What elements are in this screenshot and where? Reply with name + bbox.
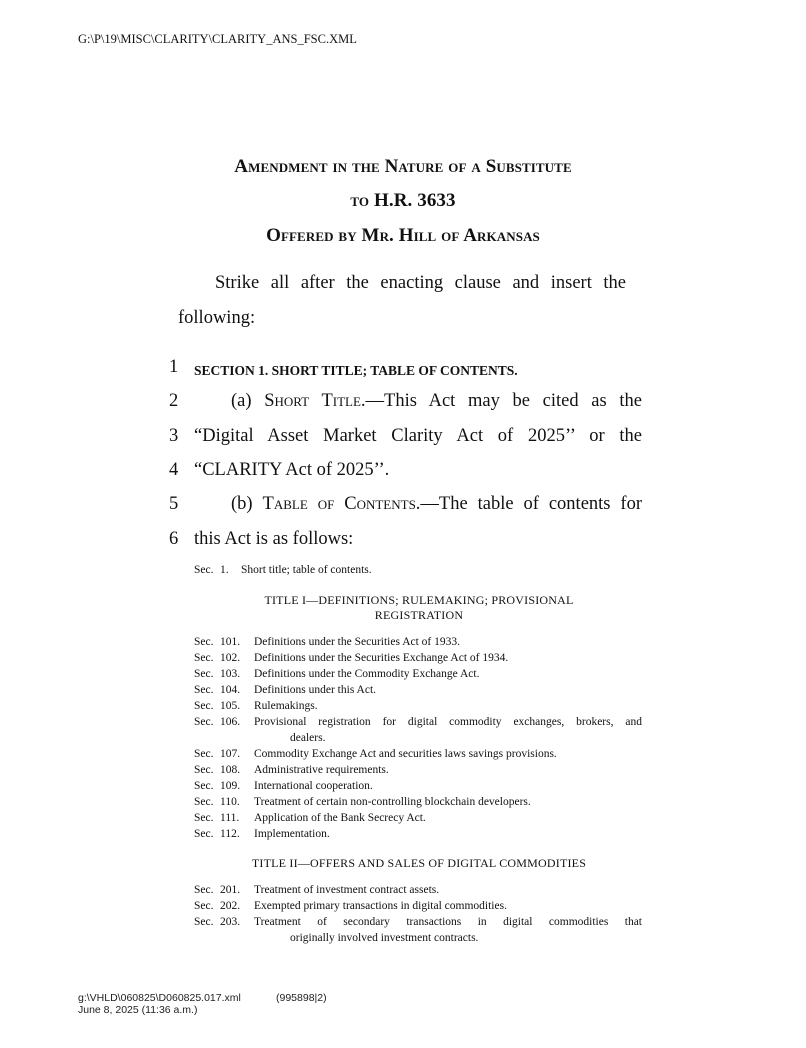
toc-entry: Sec. 112. Implementation. xyxy=(194,828,330,840)
line-number: 5 xyxy=(169,494,179,514)
page-footer xyxy=(78,992,327,1016)
line-text: this Act is as follows: xyxy=(194,529,354,549)
toc-title-i: TITLE I—DEFINITIONS; RULEMAKING; PROVISIONAL REGISTRATION xyxy=(264,593,574,622)
bill-line-3 xyxy=(0,426,806,450)
file-path-header: G:\P\19\MISC\CLARITY\CLARITY_ANS_FSC.XML xyxy=(78,32,357,46)
footer-doc-code: (995898|2) xyxy=(276,992,327,1004)
line-text: (b) Table of Contents.—The table of contents for xyxy=(231,494,642,514)
toc-entry: Sec. 107. Commodity Exchange Act and securities laws savings provisions. xyxy=(194,748,557,760)
footer-xml-path: g:\VHLD\060825\D060825.017.xml xyxy=(78,992,241,1004)
toc-heading: Table of Contents. xyxy=(262,494,421,514)
line-number: 2 xyxy=(169,391,179,411)
toc-entry: Sec. 203. Treatment of secondary transactions in digital commodities that xyxy=(194,916,642,928)
line-text: “Digital Asset Market Clarity Act of 2025’’ or the xyxy=(194,426,642,446)
amendment-title-line-3: Offered by Mr. Hill of Arkansas xyxy=(266,225,540,246)
toc-entry: Sec. 202. Exempted primary transactions in digital commodities. xyxy=(194,900,507,912)
toc-title-ii: TITLE II—OFFERS AND SALES OF DIGITAL COMMODITIES xyxy=(251,856,587,870)
toc-entry: Sec. 102. Definitions under the Securities Exchange Act of 1934. xyxy=(194,652,509,664)
toc-entry: Sec. 101. Definitions under the Securities Act of 1933. xyxy=(194,636,461,648)
line-text: (a) Short Title.—This Act may be cited as the xyxy=(231,391,642,411)
toc-entry: Sec. 108. Administrative requirements. xyxy=(194,764,389,776)
preamble-line-2: following: xyxy=(178,308,256,328)
toc-entry: Sec. 110. Treatment of certain non-controlling blockchain developers. xyxy=(194,796,531,808)
toc-entry-continuation: dealers. xyxy=(290,732,326,744)
amendment-title-line-1: Amendment in the Nature of a Substitute xyxy=(234,156,572,177)
bill-line-2 xyxy=(0,391,806,415)
bill-line-1 xyxy=(0,357,806,381)
line-number: 1 xyxy=(169,357,179,377)
toc-entry: Sec. 103. Definitions under the Commodity Exchange Act. xyxy=(194,668,480,680)
bill-line-5 xyxy=(0,494,806,518)
toc-entry: Sec. 105. Rulemakings. xyxy=(194,700,318,712)
amendment-title-line-2: to H.R. 3633 xyxy=(350,190,456,211)
footer-date: June 8, 2025 (11:36 a.m.) xyxy=(78,1004,198,1016)
toc-entry: Sec. 104. Definitions under this Act. xyxy=(194,684,377,696)
preamble-line-1: Strike all after the enacting clause and insert the xyxy=(215,273,626,293)
toc-entry: Sec. 111. Application of the Bank Secrecy Act. xyxy=(194,812,426,824)
line-text: “CLARITY Act of 2025’’. xyxy=(194,460,390,480)
line-number: 3 xyxy=(169,426,179,446)
bill-line-6 xyxy=(0,529,806,553)
short-title-heading: Short Title. xyxy=(264,391,366,411)
bill-line-4 xyxy=(0,460,806,484)
toc-entry: Sec. 109. International cooperation. xyxy=(194,780,373,792)
toc-entry: Sec. 1. Short title; table of contents. xyxy=(194,564,372,576)
line-number: 4 xyxy=(169,460,179,480)
toc-entry-continuation: originally involved investment contracts. xyxy=(290,932,479,944)
line-number: 6 xyxy=(169,529,179,549)
section-heading: SECTION 1. SHORT TITLE; TABLE OF CONTENTS. xyxy=(194,363,518,378)
toc-entry: Sec. 106. Provisional registration for digital commodity exchanges, brokers, and xyxy=(194,716,642,728)
toc-entry: Sec. 201. Treatment of investment contract assets. xyxy=(194,884,440,896)
